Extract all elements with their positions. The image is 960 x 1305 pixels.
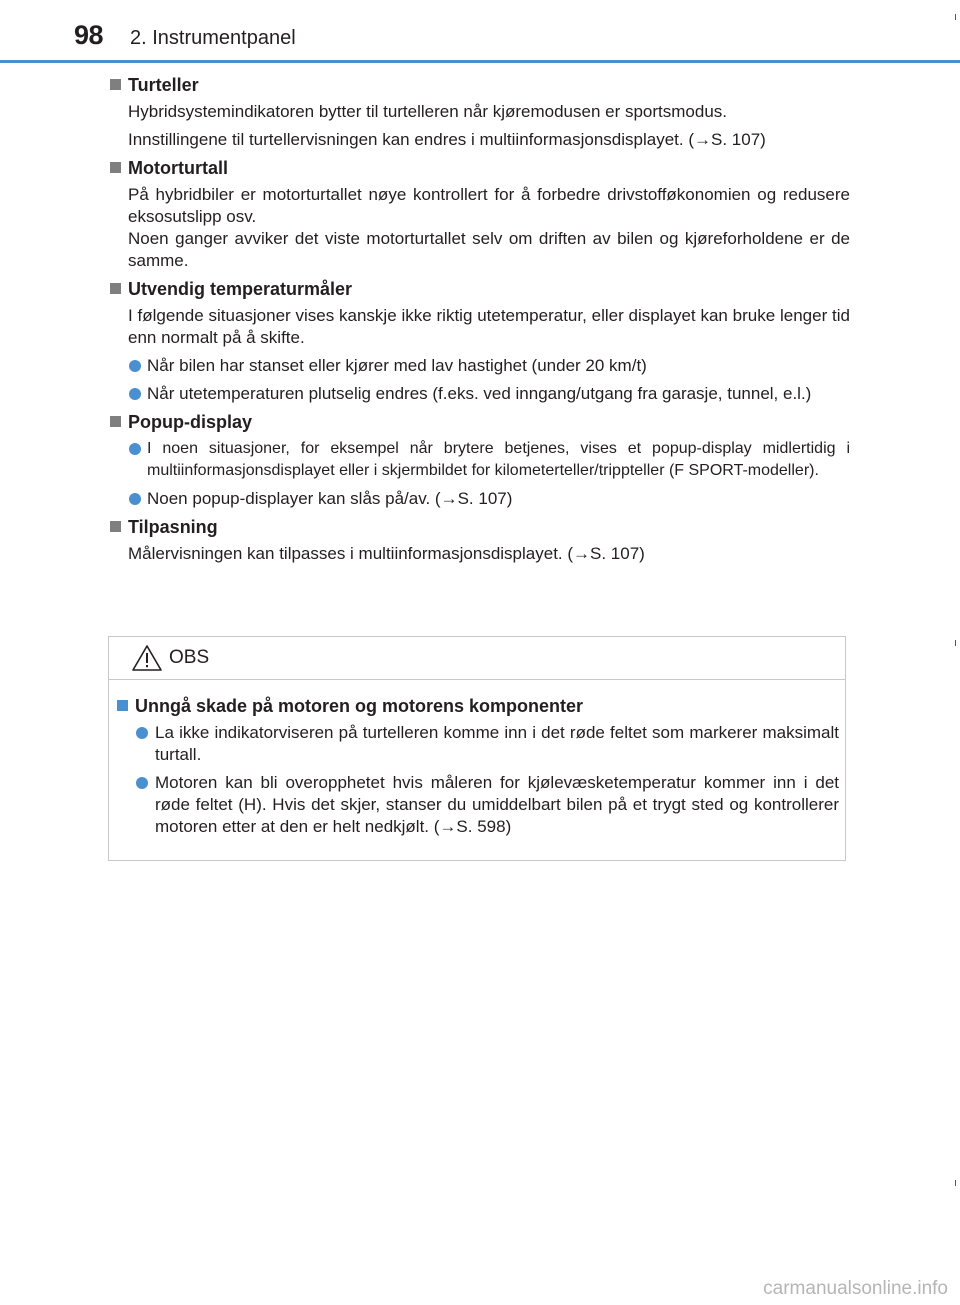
bullet-text: Når utetemperaturen plutselig endres (f.eks. ved inngang/utgang fra garasje, tunnel, e.l.): [147, 384, 812, 403]
edge-mark: [955, 1180, 956, 1186]
section-square-icon: [110, 79, 121, 90]
section-title: Turteller: [128, 75, 199, 95]
bullet-text: La ikke indikatorviseren på turtelleren komme inn i det røde feltet som markerer maksimalt turtall.: [155, 723, 839, 764]
bullet-text: Når bilen har stanset eller kjører med lav hastighet (under 20 km/t): [147, 356, 647, 375]
paragraph: Innstillingene til turtellervisningen kan endres i multiinformasjonsdisplayet. (→S. 107): [128, 130, 766, 149]
section-square-icon: [110, 283, 121, 294]
section-square-icon: [110, 416, 121, 427]
notice-label: OBS: [169, 647, 210, 668]
section-title: Utvendig temperaturmåler: [128, 279, 353, 299]
notice-box: [108, 636, 846, 861]
bullet-dot-icon: [129, 443, 141, 455]
main-content: [108, 74, 850, 571]
paragraph: På hybridbiler er motorturtallet nøye kontrollert for å forbedre drivstofføkonomien og redusere eksosutslipp osv. Noen ganger avviker det viste motorturtallet selv om driften av bilen og kjøreforholdene er de samme.: [128, 185, 850, 270]
notice-body: [115, 695, 839, 844]
section-square-icon: [110, 162, 121, 173]
paragraph: Målervisningen kan tilpasses i multiinformasjonsdisplayet. (→S. 107): [128, 544, 645, 563]
notice-section: [115, 695, 839, 838]
bullet-text: I noen situasjoner, for eksempel når brytere betjenes, vises et popup-display midlertidig i multiinformasjonsdisplayet eller i skjermbildet for kilometerteller/trippteller (F SPORT-modeller).: [147, 440, 850, 479]
section-utvendig-temperatur: [108, 278, 850, 405]
edge-mark: [955, 640, 956, 646]
bullet-item: [128, 383, 850, 405]
notice-header: [109, 637, 845, 680]
bullet-dot-icon: [129, 388, 141, 400]
watermark: carmanualsonline.info: [763, 1278, 948, 1299]
section-turteller: [108, 74, 850, 151]
bullet-dot-icon: [136, 727, 148, 739]
bullet-item: [128, 438, 850, 482]
section-square-icon: [110, 521, 121, 532]
header-rule: [0, 60, 960, 63]
warning-triangle-icon: [131, 644, 163, 672]
bullet-item: [135, 722, 839, 766]
section-motorturtall: [108, 157, 850, 272]
page-number: 98: [74, 20, 104, 50]
paragraph: Hybridsystemindikatoren bytter til turtelleren når kjøremodusen er sportsmodus.: [128, 102, 728, 121]
bullet-item: [128, 355, 850, 377]
section-title: Motorturtall: [128, 158, 228, 178]
paragraph: I følgende situasjoner vises kanskje ikke riktig utetemperatur, eller displayet kan bruke lenger tid enn normalt på å skifte.: [128, 306, 850, 347]
bullet-item: [128, 488, 850, 510]
chapter-title: 2. Instrumentpanel: [130, 27, 296, 49]
bullet-dot-icon: [136, 777, 148, 789]
bullet-item: [135, 772, 839, 838]
section-tilpasning: [108, 516, 850, 565]
section-title: Tilpasning: [128, 517, 218, 537]
page-header: [0, 0, 960, 62]
bullet-dot-icon: [129, 360, 141, 372]
bullet-text: Motoren kan bli overopphetet hvis måleren for kjølevæsketemperatur kommer inn i det røde feltet (H). Hvis det skjer, stanser du umiddelbart bilen på et trygt sted og kontrollerer motoren etter at den er helt nedkjølt. (→S. 598): [155, 773, 839, 836]
section-title: Popup-display: [128, 412, 253, 432]
section-square-icon: [117, 700, 128, 711]
bullet-dot-icon: [129, 493, 141, 505]
notice-section-title: Unngå skade på motoren og motorens komponenter: [135, 696, 584, 716]
section-popup-display: [108, 411, 850, 510]
edge-mark: [955, 14, 956, 20]
bullet-text: Noen popup-displayer kan slås på/av. (→S. 107): [147, 489, 513, 508]
